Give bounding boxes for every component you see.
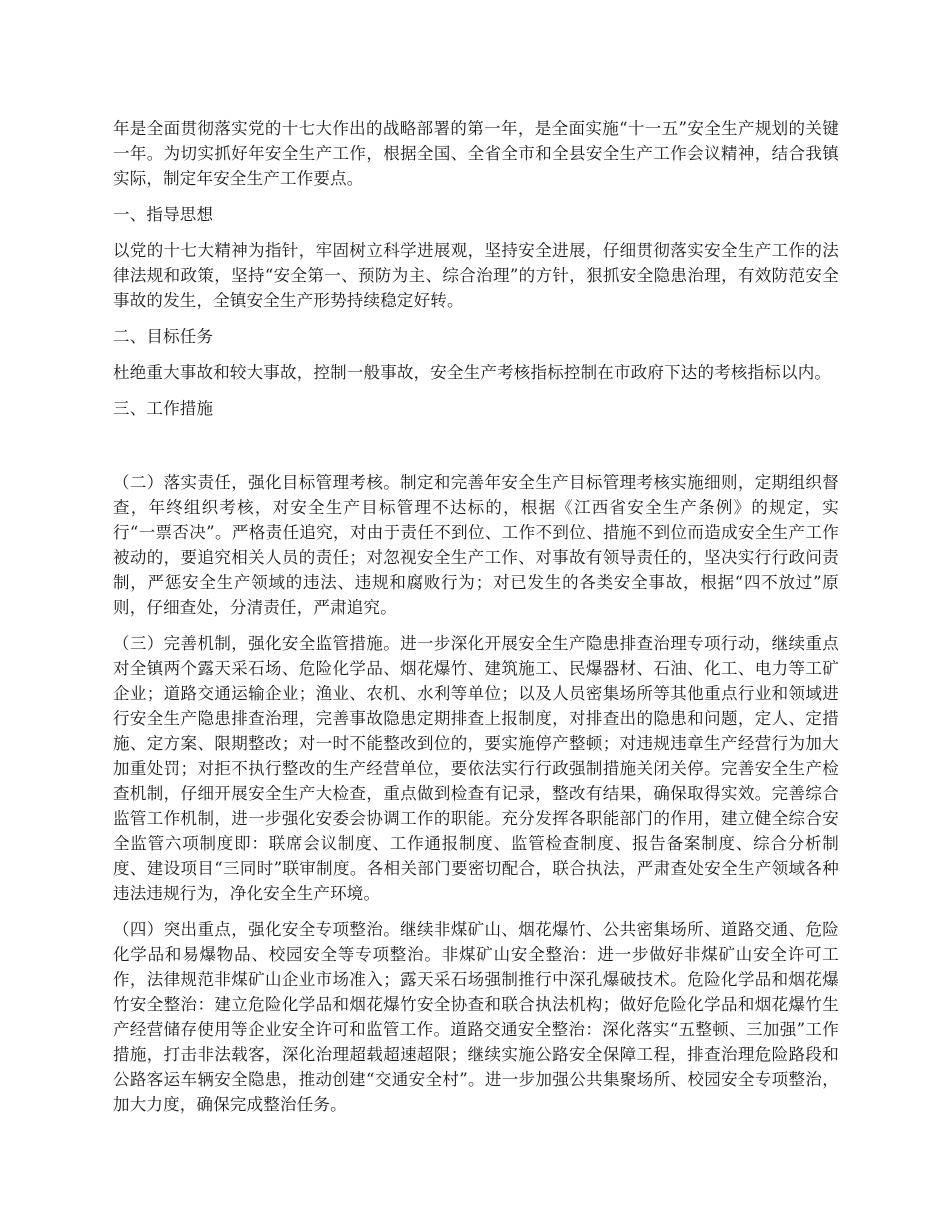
objectives-paragraph: 杜绝重大事故和较大事故，控制一般事故，安全生产考核指标控制在市政府下达的考核指标以内。 [113,363,832,382]
intro-paragraph: 年是全面贯彻落实党的十七大作出的战略部署的第一年，是全面实施“十一五”安全生产规划的关键一年。为切实抓好年安全生产工作，根据全国、全省全市和全县安全生产工作会议精神，结合我镇实际，制定年安全生产工作要点。 [113,119,839,188]
measure-3-paragraph: （三）完善机制，强化安全监管措施。进一步深化开展安全生产隐患排查治理专项行动，继续重点对全镇两个露天采石场、危险化学品、烟花爆竹、建筑施工、民爆器材、石油、化工、电力等工矿企业；道路交通运输企业；渔业、农机、水利等单位；以及人员密集场所等其他重点行业和领域进行安全生产隐患排查治理，完善事故隐患定期排查上报制度，对排查出的隐患和问题，定人、定措施、定方案、限期整改；对一时不能整改到位的，要实施停产整顿；对违规违章生产经营行为加大加重处罚；对拒不执行整改的生产经营单位，要依法实行行政强制措施关闭关停。完善安全生产检查机制，仔细开展安全生产大检查，重点做到检查有记录，整改有结果，确保取得实效。完善综合监管工作机制，进一步强化安委会协调工作的职能。充分发挥各职能部门的作用，建立健全综合安全监管六项制度即：联席会议制度、工作通报制度、监管检查制度、报告备案制度、综合分析制度、建设项目“三同时”联审制度。各相关部门要密切配合，联合执法，严肃查处安全生产领域各种违法违规行为，净化安全生产环境。 [113,634,839,903]
measure-4-paragraph: （四）突出重点，强化安全专项整治。继续非煤矿山、烟花爆竹、公共密集场所、道路交通、危险化学品和易爆物品、校园安全等专项整治。非煤矿山安全整治：进一步做好非煤矿山安全许可工作，法律规范非煤矿山企业市场准入；露天采石场强制推行中深孔爆破技术。危险化学品和烟花爆竹安全整治：建立危险化学品和烟花爆竹安全协查和联合执法机构；做好危险化学品和烟花爆竹生产经营储存使用等企业安全许可和监管工作。道路交通安全整治：深化落实“五整顿、三加强”工作措施，打击非法载客，深化治理超载超速超限；继续实施公路安全保障工程，排查治理危险路段和公路客运车辆安全隐患，推动创建“交通安全村”。进一步加强公共集聚场所、校园安全专项整治，加大力度，确保完成整治任务。 [113,920,839,1114]
document-page [113,116,839,1128]
section-heading-objectives: 二、目标任务 [113,327,214,346]
blank-gap [113,432,839,470]
guiding-ideology-paragraph: 以党的十七大精神为指针，牢固树立科学进展观，坚持安全进展，仔细贯彻落实安全生产工作的法律法规和政策，坚持“安全第一、预防为主、综合治理”的方针，狠抓安全隐患治理，有效防范安全事故的发生，全镇安全生产形势持续稳定好转。 [113,241,839,310]
section-heading-measures: 三、工作措施 [113,399,214,418]
measure-2-paragraph: （二）落实责任，强化目标管理考核。制定和完善年安全生产目标管理考核实施细则，定期组织督查，年终组织考核，对安全生产目标管理不达标的，根据《江西省安全生产条例》的规定，实行“一票否决”。严格责任追究，对由于责任不到位、工作不到位、措施不到位而造成安全生产工作被动的，要追究相关人员的责任；对忽视安全生产工作、对事故有领导责任的，坚决实行行政问责制，严惩安全生产领域的违法、违规和腐败行为；对已发生的各类安全事故，根据“四不放过”原则，仔细查处，分清责任，严肃追究。 [113,473,839,617]
section-heading-guiding-ideology: 一、指导思想 [113,205,214,224]
